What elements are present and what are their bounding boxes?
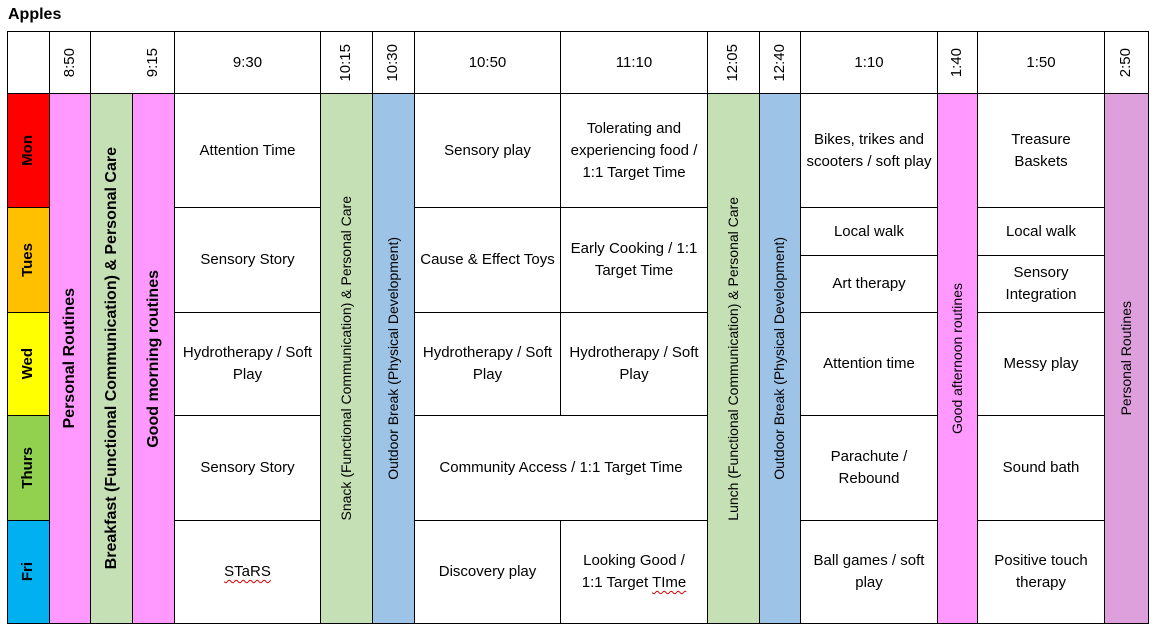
page-title: Apples [8,6,62,23]
time-header-1050: 10:50 [414,31,561,94]
band-personal-routines-pm: Personal Routines [1104,93,1149,624]
session-fri-1050: Discovery play [414,520,561,624]
session-tues-110-b: Art therapy [800,255,938,313]
session-wed-150: Messy play [977,312,1105,416]
time-header-1030: 10:30 [372,31,415,94]
time-header-915: 9:15 [90,31,175,94]
band-lunch: Lunch (Functional Communication) & Personal Care [707,93,760,624]
session-wed-1050: Hydrotherapy / Soft Play [414,312,561,416]
time-header-1110: 11:10 [560,31,708,94]
band-outdoor-break-pm: Outdoor Break (Physical Development) [759,93,801,624]
session-mon-930: Attention Time [174,93,321,208]
session-thurs-1050: Community Access / 1:1 Target Time [414,415,708,521]
session-fri-1110: Looking Good / 1:1 Target TIme [560,520,708,624]
session-thurs-150: Sound bath [977,415,1105,521]
band-good-morning-routines: Good morning routines [132,93,175,624]
time-header-150: 1:50 [977,31,1105,94]
session-wed-1110: Hydrotherapy / Soft Play [560,312,708,416]
band-personal-routines-am: Personal Routines [49,93,91,624]
session-tues-930: Sensory Story [174,207,321,313]
day-label-wed: Wed [7,312,50,416]
session-tues-1050: Cause & Effect Toys [414,207,561,313]
time-header-1240: 12:40 [759,31,801,94]
session-wed-930: Hydrotherapy / Soft Play [174,312,321,416]
session-tues-110-a: Local walk [800,207,938,256]
time-header-110: 1:10 [800,31,938,94]
corner-cell [7,31,50,94]
session-thurs-110: Parachute / Rebound [800,415,938,521]
time-header-850: 8:50 [49,31,91,94]
session-mon-1050: Sensory play [414,93,561,208]
session-tues-150-a: Local walk [977,207,1105,256]
day-label-fri: Fri [7,520,50,624]
day-label-tues: Tues [7,207,50,313]
band-good-afternoon-routines: Good afternoon routines [937,93,978,624]
session-thurs-930: Sensory Story [174,415,321,521]
time-header-1205: 12:05 [707,31,760,94]
band-breakfast: Breakfast (Functional Communication) & Personal Care [90,93,133,624]
session-fri-110: Ball games / soft play [800,520,938,624]
session-mon-150: Treasure Baskets [977,93,1105,208]
time-header-140: 1:40 [937,31,978,94]
session-mon-1110: Tolerating and experiencing food / 1:1 Target Time [560,93,708,208]
session-mon-110: Bikes, trikes and scooters / soft play [800,93,938,208]
time-header-1015: 10:15 [320,31,373,94]
band-snack: Snack (Functional Communication) & Personal Care [320,93,373,624]
band-outdoor-break-am: Outdoor Break (Physical Development) [372,93,415,624]
session-tues-1110: Early Cooking / 1:1 Target Time [560,207,708,313]
session-tues-150-b: Sensory Integration [977,255,1105,313]
session-wed-110: Attention time [800,312,938,416]
time-header-930: 9:30 [174,31,321,94]
day-label-mon: Mon [7,93,50,208]
day-label-thurs: Thurs [7,415,50,521]
session-fri-150: Positive touch therapy [977,520,1105,624]
time-header-250: 2:50 [1104,31,1149,94]
session-fri-930: STaRS [174,520,321,624]
